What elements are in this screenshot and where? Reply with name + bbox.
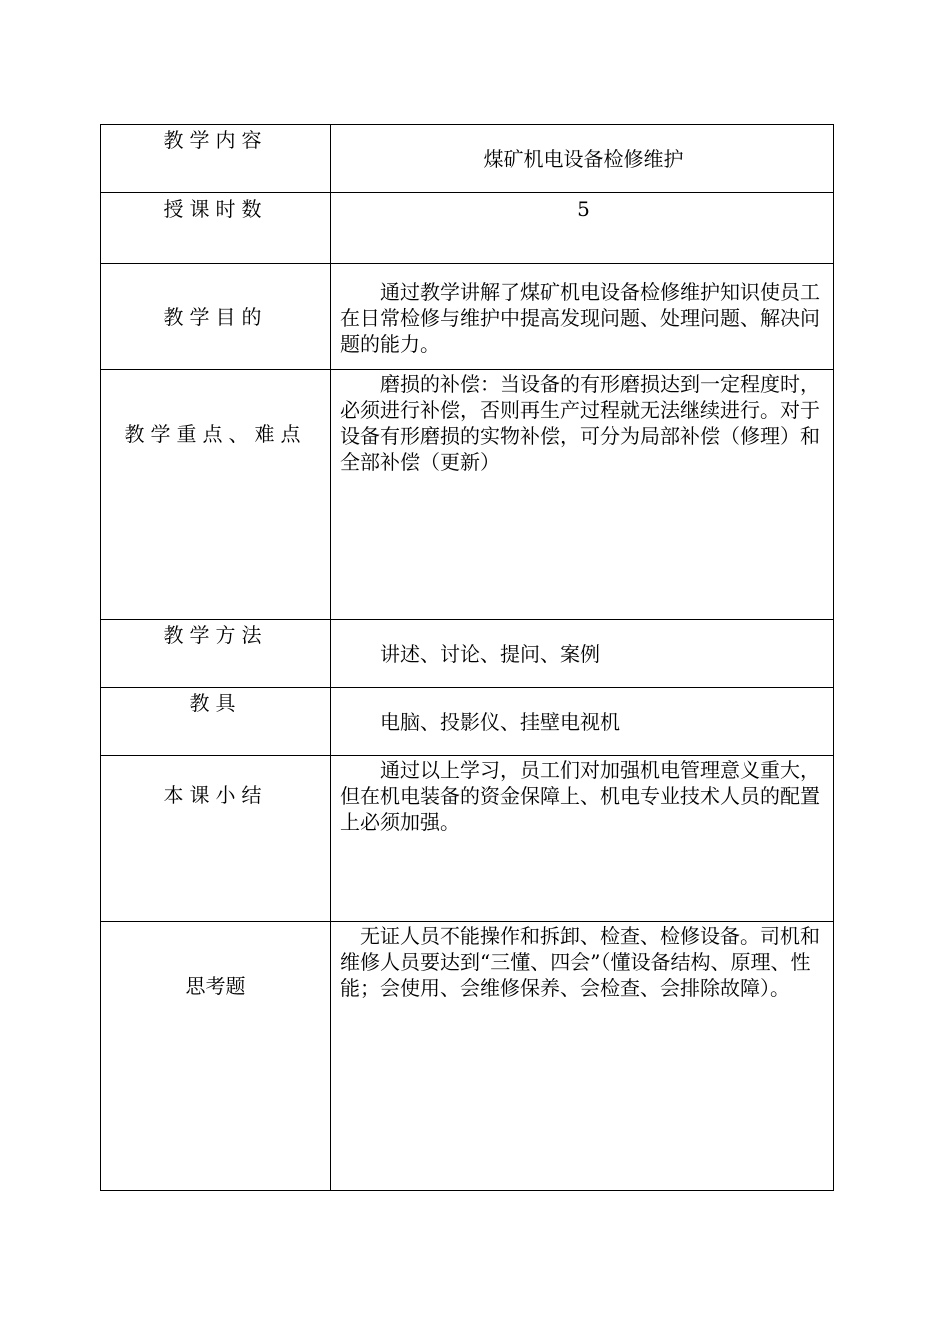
value-thinking-questions-text: 无证人员不能操作和拆卸、检查、检修设备。司机和维修人员要达到“三懂、四会”（懂设备结构、原理、性能；会使用、会维修保养、会检查、会排除故障）。 xyxy=(340,924,820,1000)
lesson-plan-table xyxy=(100,124,834,1191)
label-teaching-method-text: 教学方法 xyxy=(163,623,268,647)
value-teaching-method-text: 讲述、讨论、提问、案例 xyxy=(380,642,600,666)
label-teaching-method xyxy=(101,620,331,688)
row-thinking-questions xyxy=(101,922,834,1191)
label-key-points xyxy=(101,370,331,620)
label-teaching-content-text: 教学内容 xyxy=(163,128,268,152)
row-teaching-purpose xyxy=(101,264,834,370)
value-thinking-questions xyxy=(331,922,834,1191)
value-teaching-method xyxy=(331,620,834,688)
value-teaching-content-text: 煤矿机电设备检修维护 xyxy=(483,147,684,171)
value-lesson-summary xyxy=(331,756,834,922)
value-teaching-aids xyxy=(331,688,834,756)
row-teaching-method xyxy=(101,620,834,688)
value-teaching-aids-text: 电脑、投影仪、挂壁电视机 xyxy=(380,710,620,734)
row-class-hours xyxy=(101,193,834,264)
value-lesson-summary-text: 通过以上学习，员工们对加强机电管理意义重大，但在机电装备的资金保障上、机电专业技术人员的配置上必须加强。 xyxy=(340,758,820,834)
label-class-hours-text: 授课时数 xyxy=(163,197,268,221)
value-class-hours xyxy=(331,193,834,264)
label-lesson-summary xyxy=(101,756,331,922)
value-teaching-purpose xyxy=(331,264,834,370)
label-class-hours xyxy=(101,193,331,264)
label-teaching-content xyxy=(101,125,331,193)
label-lesson-summary-text: 本课小结 xyxy=(163,783,268,807)
label-thinking-questions xyxy=(101,922,331,1191)
label-thinking-questions-text: 思考题 xyxy=(185,974,246,998)
label-key-points-text: 教学重点、难点 xyxy=(124,422,307,446)
value-key-points xyxy=(331,370,834,620)
label-teaching-aids xyxy=(101,688,331,756)
value-key-points-text: 磨损的补偿：当设备的有形磨损达到一定程度时，必须进行补偿，否则再生产过程就无法继续进行。对于设备有形磨损的实物补偿，可分为局部补偿（修理）和全部补偿（更新） xyxy=(340,372,820,474)
label-teaching-purpose-text: 教学目的 xyxy=(163,304,268,329)
label-teaching-aids-text: 教具 xyxy=(189,691,242,715)
row-teaching-aids xyxy=(101,688,834,756)
row-key-points xyxy=(101,370,834,620)
row-lesson-summary xyxy=(101,756,834,922)
row-teaching-content xyxy=(101,125,834,193)
label-teaching-purpose xyxy=(101,264,331,370)
value-teaching-content xyxy=(331,125,834,193)
value-class-hours-text: 5 xyxy=(577,197,590,221)
value-teaching-purpose-text: 通过教学讲解了煤矿机电设备检修维护知识使员工在日常检修与维护中提高发现问题、处理问题、解决问题的能力。 xyxy=(340,280,820,356)
